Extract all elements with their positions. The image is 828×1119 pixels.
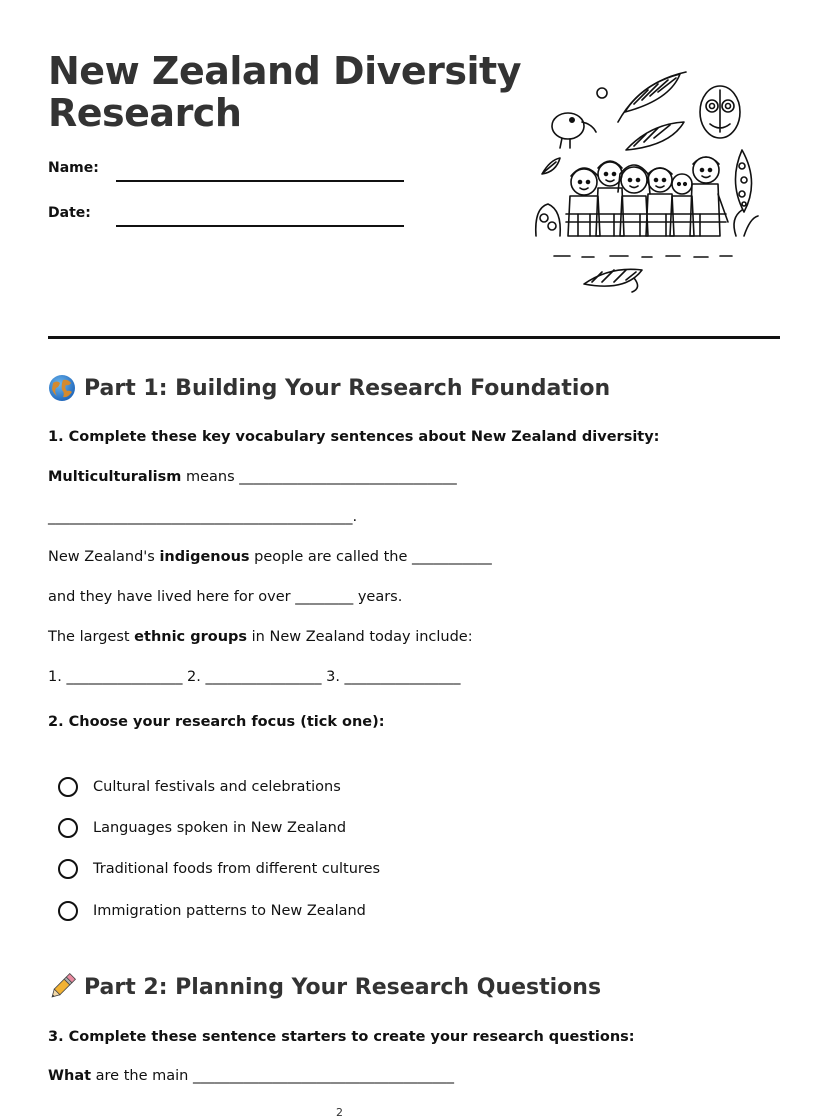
section-divider	[48, 336, 780, 339]
research-option-festivals[interactable]	[58, 777, 341, 797]
small-leaf-icon	[542, 158, 560, 174]
date-field[interactable]	[116, 225, 404, 227]
ethnic-groups-blanks[interactable]: 1. ________________ 2. ________________ 3. ________________	[48, 669, 461, 685]
title-line-2: Research	[48, 91, 242, 135]
research-option-immigration[interactable]	[58, 901, 366, 921]
part1-heading	[48, 374, 610, 402]
radio-circle-icon[interactable]	[58, 777, 78, 797]
option-label: Traditional foods from different cultures	[93, 861, 381, 877]
part2-heading	[48, 973, 601, 1001]
term-ethnic-groups: ethnic groups	[134, 629, 248, 645]
pencil-icon	[48, 973, 76, 1001]
vocab-line-5-pre: The largest	[48, 629, 135, 645]
vocab-line-3-pre: New Zealand's	[48, 549, 160, 565]
children-illustration	[530, 62, 760, 302]
date-label: Date:	[48, 205, 91, 221]
name-field[interactable]	[116, 180, 404, 182]
ground-line-icon	[554, 256, 732, 257]
page-number: 2	[336, 1106, 343, 1119]
vocab-line-indigenous[interactable]	[48, 549, 492, 565]
patterned-leaf-icon	[735, 150, 751, 212]
bottom-fern-icon	[584, 269, 642, 292]
children-group-icon	[566, 157, 728, 236]
globe-icon	[48, 374, 76, 402]
carving-mask-icon	[700, 86, 740, 138]
vocab-line-multiculturalism[interactable]	[48, 469, 457, 485]
name-label: Name:	[48, 160, 99, 176]
radio-circle-icon[interactable]	[58, 901, 78, 921]
radio-circle-icon[interactable]	[58, 859, 78, 879]
vocab-line-1-text: means ______________________________	[181, 469, 457, 485]
question-3: 3. Complete these sentence starters to create your research questions:	[48, 1029, 635, 1045]
page-title	[48, 50, 521, 134]
question-1: 1. Complete these key vocabulary sentences about New Zealand diversity:	[48, 429, 660, 445]
vocab-line-3-post: people are called the ___________	[249, 549, 492, 565]
research-option-languages[interactable]	[58, 818, 346, 838]
research-question-line-what[interactable]	[48, 1068, 454, 1084]
moon-icon	[597, 88, 607, 98]
option-label: Languages spoken in New Zealand	[93, 820, 347, 836]
option-label: Cultural festivals and celebrations	[93, 779, 341, 795]
research-option-foods[interactable]	[58, 859, 380, 879]
vocab-line-years[interactable]: and they have lived here for over ________ years.	[48, 589, 403, 605]
bush-icon	[536, 204, 561, 236]
part2-heading-text: Part 2: Planning Your Research Questions	[84, 974, 602, 1000]
term-multiculturalism: Multiculturalism	[48, 469, 182, 485]
fern-leaf-icon	[618, 72, 686, 122]
research-question-line-text: are the main ____________________________________	[91, 1068, 454, 1084]
vocab-line-ethnic-groups	[48, 629, 473, 645]
title-line-1: New Zealand Diversity	[48, 49, 521, 93]
vocab-line-2[interactable]: __________________________________________.	[48, 509, 358, 525]
kiwi-bird-icon	[552, 113, 596, 148]
option-label: Immigration patterns to New Zealand	[93, 903, 366, 919]
sprout-icon	[734, 210, 758, 236]
radio-circle-icon[interactable]	[58, 818, 78, 838]
starter-what: What	[48, 1068, 92, 1084]
part1-heading-text: Part 1: Building Your Research Foundation	[84, 375, 611, 401]
vocab-line-5-post: in New Zealand today include:	[247, 629, 473, 645]
question-2: 2. Choose your research focus (tick one):	[48, 714, 385, 730]
term-indigenous: indigenous	[159, 549, 250, 565]
fern-leaf-2-icon	[626, 122, 684, 150]
